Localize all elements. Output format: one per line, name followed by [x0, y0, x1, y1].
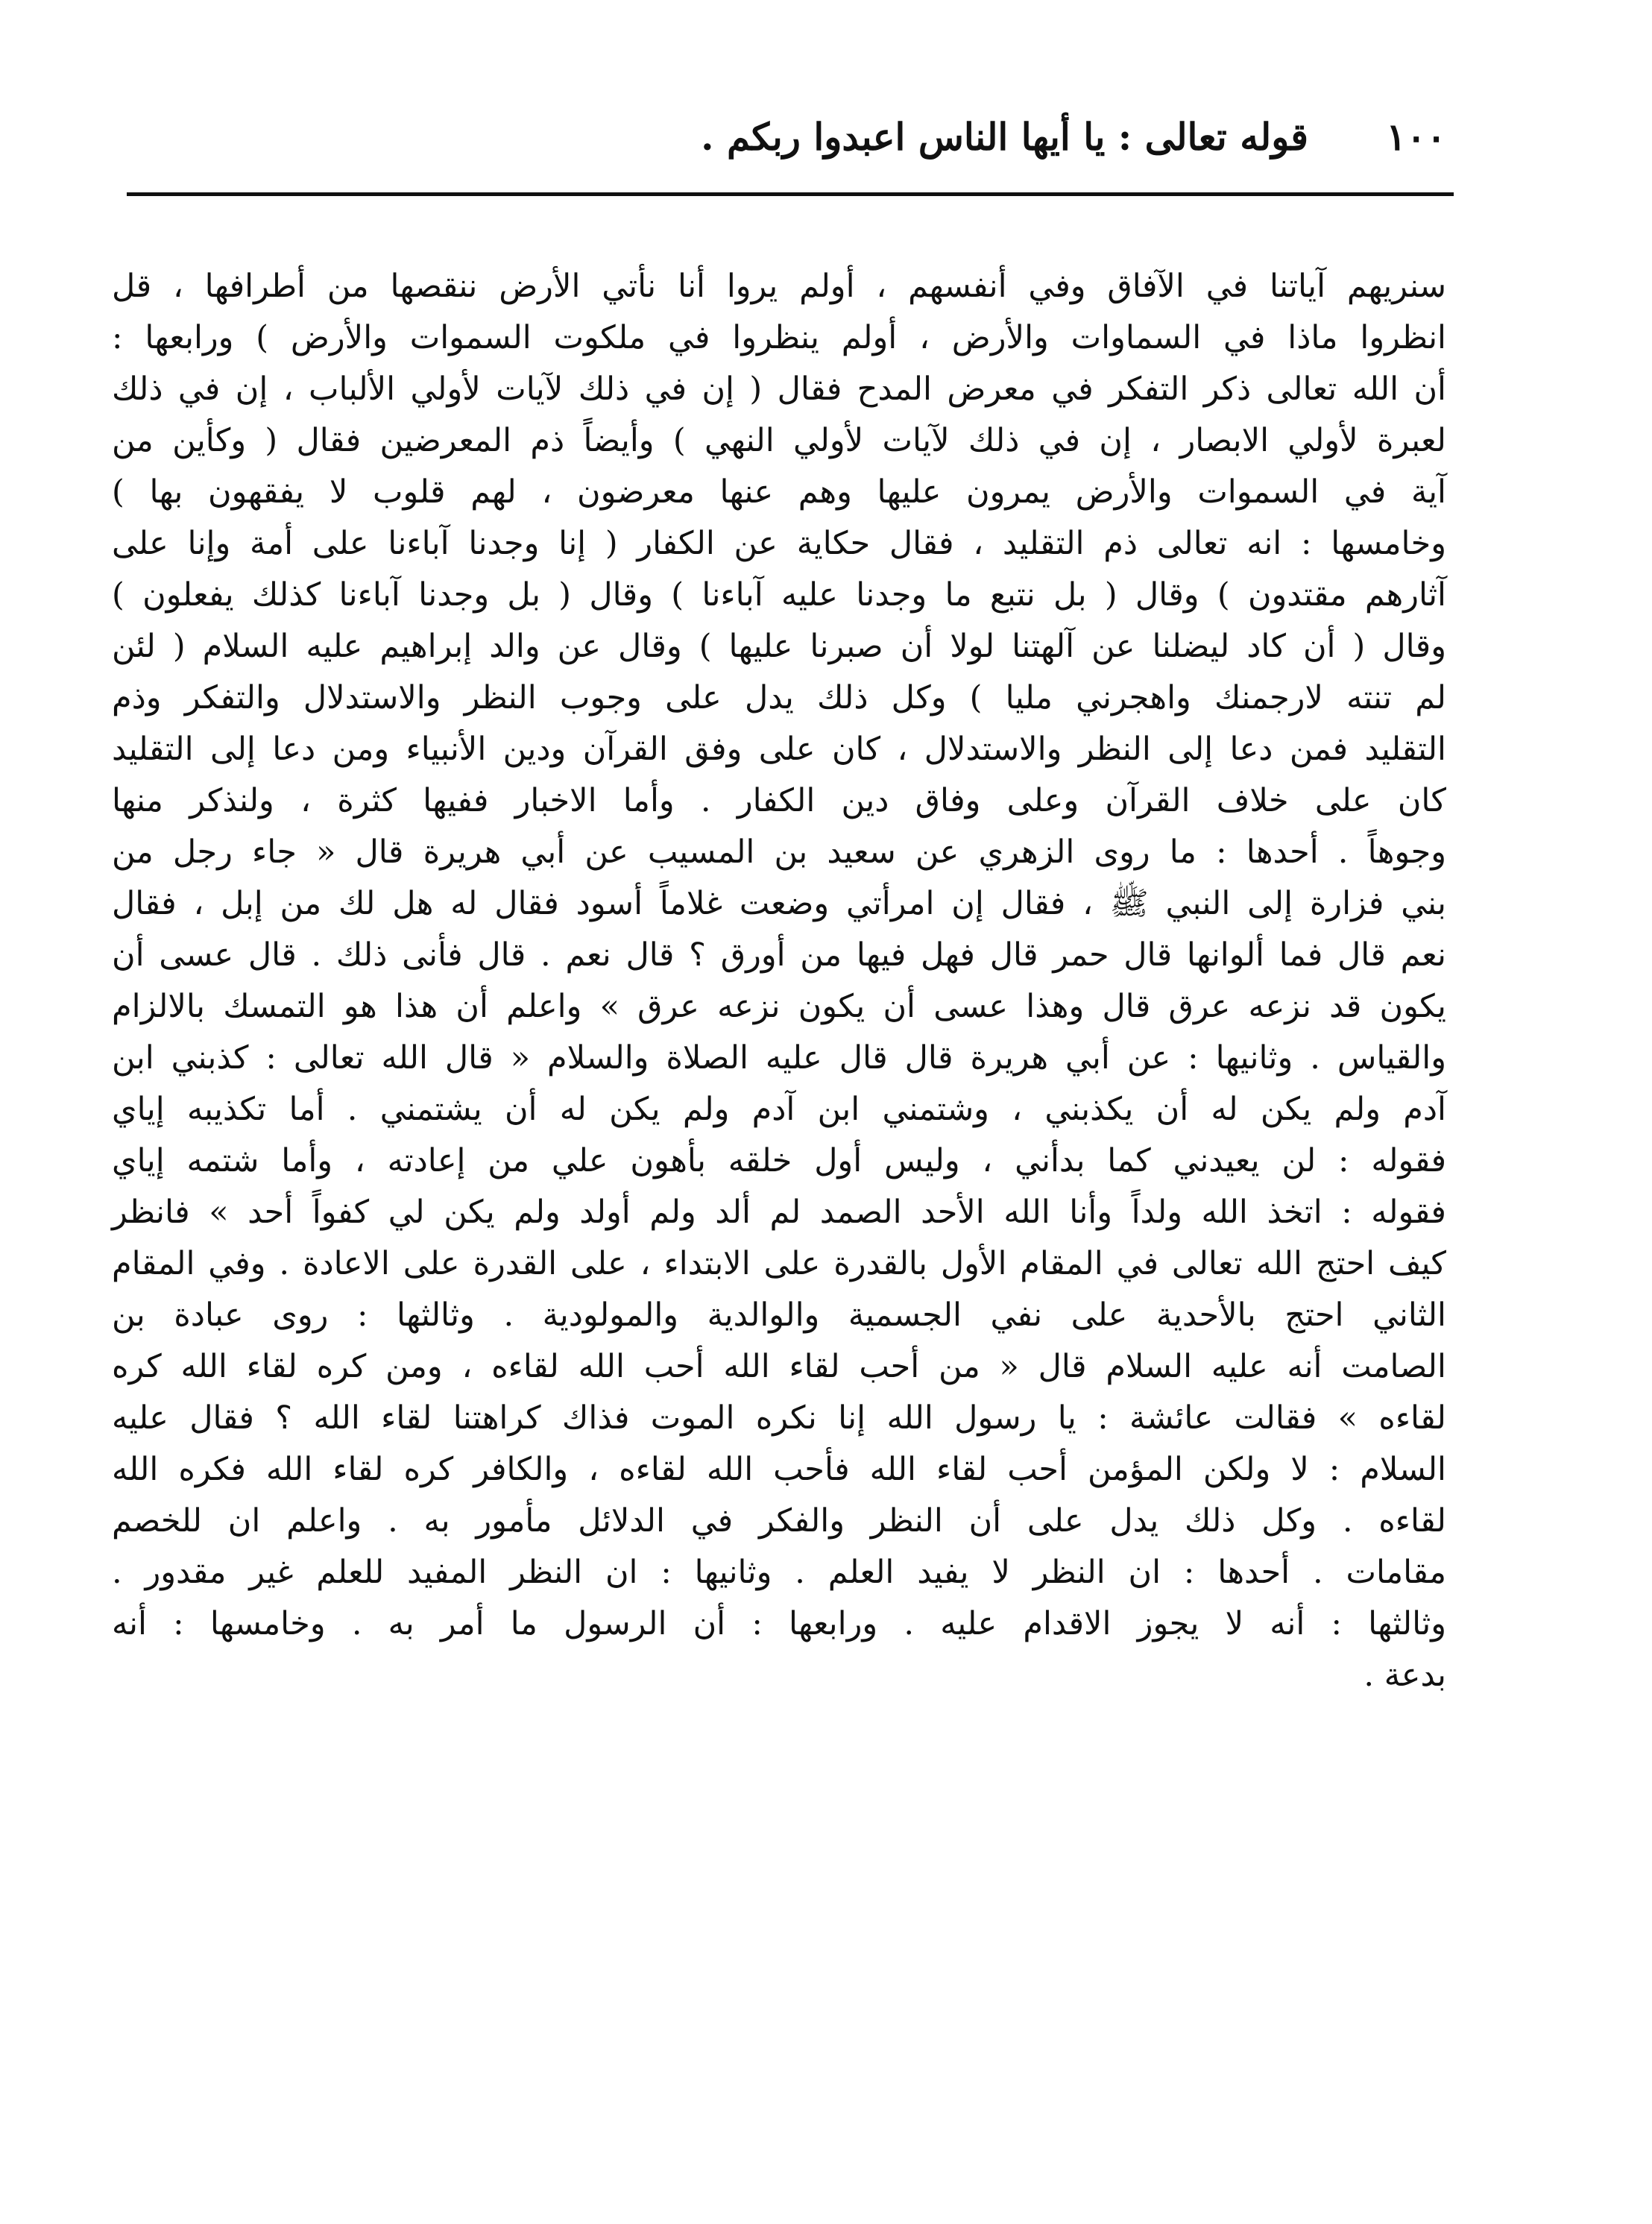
text-line: وقال ( أن كاد ليضلنا عن آلهتنا لولا أن صبرنا عليها ) وقال عن والد إبراهيم عليه السلام ( لئن: [112, 628, 1446, 665]
text-line: وجوهاً . أحدها : ما روى الزهري عن سعيد بن المسيب عن أبي هريرة قال « جاء رجل من: [112, 834, 1446, 871]
text-line: بني فزارة إلى النبي ﷺ ، فقال إن امرأتي وضعت غلاماً أسود فقال له هل لك من إبل ، فقال: [112, 885, 1446, 922]
text-line: وثالثها : أنه لا يجوز الاقدام عليه . ورابعها : أن الرسول ما أمر به . وخامسها : أنه: [112, 1605, 1446, 1642]
text-line: الثاني احتج بالأحدية على نفي الجسمية والوالدية والمولودية . وثالثها : روى عبادة بن: [112, 1297, 1446, 1334]
text-line: مقامات . أحدها : ان النظر لا يفيد العلم . وثانيها : ان النظر المفيد للعلم غير مقدور .: [112, 1554, 1446, 1591]
header-rule: [127, 192, 1454, 196]
text-line: انظروا ماذا في السماوات والأرض ، أولم ينظروا في ملكوت السموات والأرض ) ورابعها :: [112, 319, 1446, 356]
text-line: آدم ولم يكن له أن يكذبني ، وشتمني ابن آدم ولم يكن له أن يشتمني . أما تكذيبه إياي: [112, 1091, 1446, 1128]
text-line: كيف احتج الله تعالى في المقام الأول بالقدرة على الابتداء ، على القدرة على الاعادة . وفي المقام: [112, 1245, 1446, 1282]
text-line: السلام : لا ولكن المؤمن أحب لقاء الله فأحب الله لقاءه ، والكافر كره لقاء الله فكره الله: [112, 1451, 1446, 1488]
running-title: قوله تعالى : يا أيها الناس اعبدوا ربكم .: [701, 115, 1308, 159]
text-line: لم تنته لارجمنك واهجرني مليا ) وكل ذلك يدل على وجوب النظر والاستدلال والتفكر وذم: [112, 679, 1446, 716]
text-line: آية في السموات والأرض يمرون عليها وهم عنها معرضون ، لهم قلوب لا يفقهون بها ): [112, 473, 1446, 511]
text-line: نعم قال فما ألوانها قال حمر قال فهل فيها من أورق ؟ قال نعم . قال فأنى ذلك . قال عسى أن: [112, 936, 1446, 974]
text-line: لعبرة لأولي الابصار ، إن في ذلك لآيات لأولي النهي ) وأيضاً ذم المعرضين فقال ( وكأين من: [112, 422, 1446, 459]
page-number: ١٠٠: [1386, 115, 1446, 159]
text-line: الصامت أنه عليه السلام قال « من أحب لقاء الله أحب الله لقاءه ، ومن كره لقاء الله كره: [112, 1348, 1446, 1385]
text-line: التقليد فمن دعا إلى النظر والاستدلال ، كان على وفق القرآن ودين الأنبياء ومن دعا إلى التقليد: [112, 731, 1446, 768]
text-line: فقوله : اتخذ الله ولداً وأنا الله الأحد الصمد لم ألد ولم أولد ولم يكن لي كفواً أحد » فانظر: [112, 1194, 1446, 1231]
text-line: كان على خلاف القرآن وعلى وفاق دين الكفار . وأما الاخبار ففيها كثرة ، ولنذكر منها: [112, 782, 1446, 819]
page-header: [134, 112, 1446, 171]
text-line: فقوله : لن يعيدني كما بدأني ، وليس أول خلقه بأهون علي من إعادته ، وأما شتمه إياي: [112, 1142, 1446, 1179]
text-line: يكون قد نزعه عرق قال وهذا عسى أن يكون نزعه عرق » واعلم أن هذا هو التمسك بالالزام: [112, 988, 1446, 1025]
text-line: وخامسها : انه تعالى ذم التقليد ، فقال حكاية عن الكفار ( إنا وجدنا آباءنا على أمة وإنا على: [112, 525, 1446, 562]
text-line: والقياس . وثانيها : عن أبي هريرة قال قال عليه الصلاة والسلام « قال الله تعالى : كذبني ابن: [112, 1039, 1446, 1077]
text-line: بدعة .: [1363, 1657, 1446, 1694]
text-line: آثارهم مقتدون ) وقال ( بل نتبع ما وجدنا عليه آباءنا ) وقال ( بل وجدنا آباءنا كذلك يفعلون ): [112, 576, 1446, 614]
body-text: [112, 261, 1446, 1701]
text-line: أن الله تعالى ذكر التفكر في معرض المدح فقال ( إن في ذلك لآيات لأولي الألباب ، إن في ذلك: [112, 371, 1446, 408]
text-line: لقاءه » فقالت عائشة : يا رسول الله إنا نكره الموت فذاك كراهتنا لقاء الله ؟ فقال عليه: [112, 1399, 1446, 1437]
text-line: سنريهم آياتنا في الآفاق وفي أنفسهم ، أولم يروا أنا نأتي الأرض ننقصها من أطرافها ، قل: [112, 268, 1446, 305]
text-line: لقاءه . وكل ذلك يدل على أن النظر والفكر في الدلائل مأمور به . واعلم ان للخصم: [112, 1502, 1446, 1540]
